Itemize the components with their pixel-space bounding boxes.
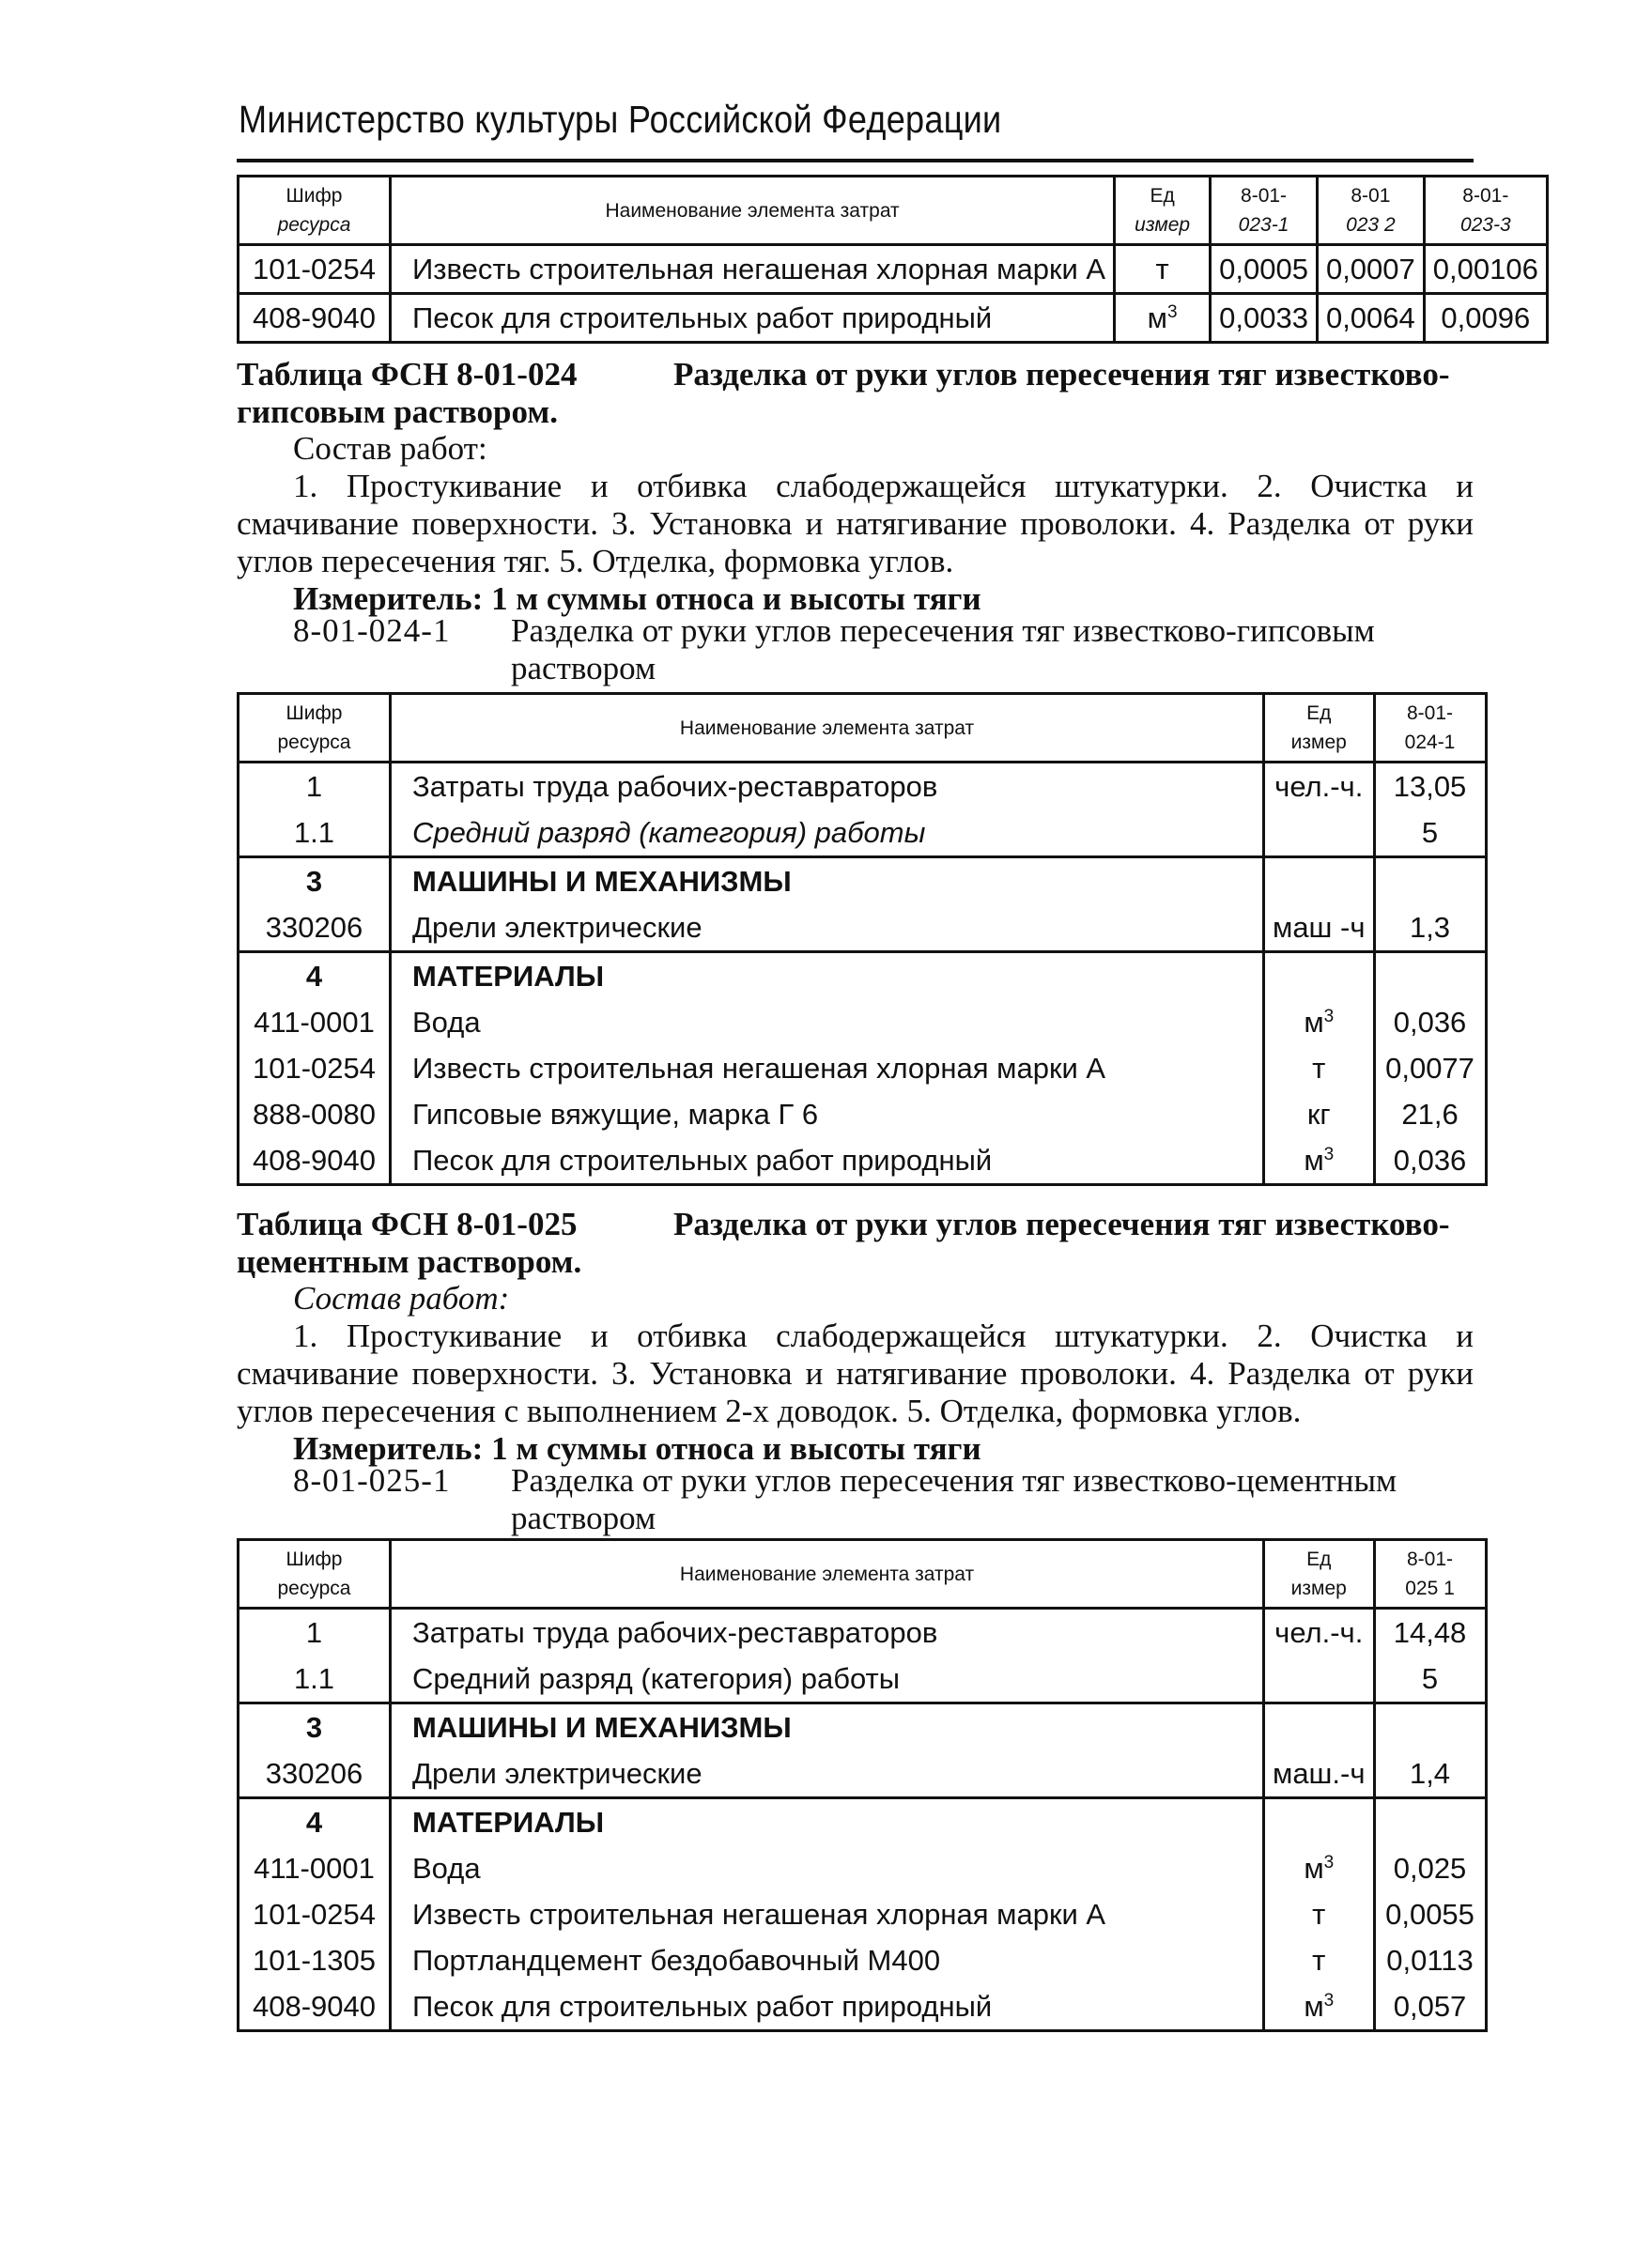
table-row (239, 1703, 1487, 1751)
page-header: Министерство культуры Российской Федерации (239, 98, 1002, 141)
table-row (239, 1798, 1487, 1846)
row-code: 4 (239, 1798, 391, 1846)
norm-description: Разделка от руки углов пересечения тяг известково-цементным раствором (511, 1462, 1397, 1536)
table-row (239, 1045, 1487, 1091)
row-code: 408-9040 (239, 1137, 391, 1185)
col-header-code: Шифр ресурса (239, 177, 391, 245)
col-header-code: Шифр ресурса (239, 1540, 391, 1609)
col-header-unit: Ед измер (1264, 1540, 1375, 1609)
row-unit: т (1264, 1891, 1375, 1937)
row-name: Известь строительная негашеная хлорная марки А (391, 1891, 1264, 1937)
resource-table-025 (237, 1538, 1488, 2032)
row-value: 5 (1374, 809, 1486, 857)
row-name: Дрели электрические (391, 1750, 1264, 1798)
row-section-name: МАТЕРИАЛЫ (391, 952, 1264, 1000)
row-code: 101-0254 (239, 1891, 391, 1937)
row-value: 5 (1374, 1656, 1486, 1703)
table-row (239, 1937, 1487, 1983)
row-value: 0,036 (1374, 999, 1486, 1045)
header-rule (237, 159, 1474, 162)
row-unit: $м^3$ (1264, 1137, 1375, 1185)
row-name: Гипсовые вяжущие, марка Г 6 (391, 1091, 1264, 1137)
table-title-025: Таблица ФСН 8-01-025 Разделка от руки углов пересечения тяг известково- цементным раствором. (237, 1206, 1450, 1280)
resource-table-024 (237, 692, 1488, 1186)
row-unit (1264, 809, 1375, 857)
norm-code-line (293, 1462, 1474, 1536)
work-composition-text: 1. Простукивание и отбивка слабодержащейся штукатурки. 2. Очистка и смачивание поверхности. 3. Установка и натягивание проволоки. 4. Разделка от руки углов пересечения тяг. 5. Отделка, формовка углов. (237, 468, 1474, 579)
row-name: Затраты труда рабочих-реставраторов (391, 1609, 1264, 1657)
row-unit: $м^3$ (1264, 1845, 1375, 1891)
row-unit: маш.-ч (1264, 1750, 1375, 1798)
row-unit: $м^3$ (1264, 1983, 1375, 2031)
row-code: 330206 (239, 904, 391, 952)
table-row (239, 904, 1487, 952)
row-value: 0,0113 (1374, 1937, 1486, 1983)
row-value: 0,0055 (1374, 1891, 1486, 1937)
resource-table-023 (237, 175, 1549, 344)
row-code: 3 (239, 857, 391, 905)
table-header-row (239, 177, 1548, 245)
norm-code: 8-01-025-1 (293, 1462, 451, 1499)
row-unit: $м^3$ (1264, 999, 1375, 1045)
row-value: 21,6 (1374, 1091, 1486, 1137)
row-name: Песок для строительных работ природный (391, 294, 1115, 343)
table-header-row (239, 694, 1487, 763)
row-value: 0,036 (1374, 1137, 1486, 1185)
table-row (239, 809, 1487, 857)
row-unit: чел.-ч. (1264, 763, 1375, 810)
row-section-name: МАШИНЫ И МЕХАНИЗМЫ (391, 1703, 1264, 1751)
row-unit: $м^3$ (1115, 294, 1211, 343)
col-header-unit: Ед измер (1264, 694, 1375, 763)
row-value (1374, 1798, 1486, 1846)
row-code: 411-0001 (239, 1845, 391, 1891)
row-value: 0,0007 (1317, 245, 1424, 294)
row-name: Песок для строительных работ природный (391, 1137, 1264, 1185)
col-header-code: Шифр ресурса (239, 694, 391, 763)
work-composition-label: Состав работ: (293, 1280, 510, 1317)
row-value (1374, 857, 1486, 905)
row-unit (1264, 1656, 1375, 1703)
row-name: Известь строительная негашеная хлорная марки А (391, 1045, 1264, 1091)
row-unit (1264, 1703, 1375, 1751)
row-name: Вода (391, 1845, 1264, 1891)
row-unit: маш -ч (1264, 904, 1375, 952)
col-header-023-3: 8-01- 023-3 (1424, 177, 1547, 245)
row-code: 4 (239, 952, 391, 1000)
table-row (239, 1137, 1487, 1185)
row-name: Портландцемент бездобавочный М400 (391, 1937, 1264, 1983)
table-row (239, 1609, 1487, 1657)
row-code: 408-9040 (239, 1983, 391, 2031)
col-header-024-1: 8-01- 024-1 (1374, 694, 1486, 763)
row-name: Дрели электрические (391, 904, 1264, 952)
row-value (1374, 1703, 1486, 1751)
row-unit (1264, 857, 1375, 905)
row-name: Затраты труда рабочих-реставраторов (391, 763, 1264, 810)
row-code: 411-0001 (239, 999, 391, 1045)
col-header-name: Наименование элемента затрат (391, 177, 1115, 245)
table-row (239, 952, 1487, 1000)
col-header-025-1: 8-01- 025 1 (1374, 1540, 1486, 1609)
table-row (239, 1845, 1487, 1891)
row-name: Песок для строительных работ природный (391, 1983, 1264, 2031)
table-row (239, 245, 1548, 294)
col-header-name: Наименование элемента затрат (391, 1540, 1264, 1609)
col-header-023-1: 8-01- 023-1 (1211, 177, 1318, 245)
table-row (239, 1750, 1487, 1798)
row-code: 1.1 (239, 809, 391, 857)
row-section-name: МАШИНЫ И МЕХАНИЗМЫ (391, 857, 1264, 905)
table-row (239, 1983, 1487, 2031)
col-header-023-2: 8-01 023 2 (1317, 177, 1424, 245)
row-section-name: МАТЕРИАЛЫ (391, 1798, 1264, 1846)
norm-code-line (293, 612, 1474, 686)
row-name: Средний разряд (категория) работы (391, 1656, 1264, 1703)
row-unit: т (1115, 245, 1211, 294)
measure-line: Измеритель: 1 м суммы относа и высоты тяги (293, 1430, 981, 1467)
work-composition-text: 1. Простукивание и отбивка слабодержащейся штукатурки. 2. Очистка и смачивание поверхности. 3. Установка и натягивание проволоки. 4. Разделка от руки углов пересечения с выполнением 2-х доводок. 5. Отделка, формовка углов. (237, 1318, 1474, 1429)
row-code: 1 (239, 1609, 391, 1657)
row-name: Вода (391, 999, 1264, 1045)
row-value: 0,0077 (1374, 1045, 1486, 1091)
row-code: 101-0254 (239, 1045, 391, 1091)
col-header-name: Наименование элемента затрат (391, 694, 1264, 763)
table-row (239, 857, 1487, 905)
table-title-024: Таблица ФСН 8-01-024 Разделка от руки углов пересечения тяг известково- гипсовым раствором. (237, 356, 1450, 430)
row-code: 1.1 (239, 1656, 391, 1703)
row-code: 101-1305 (239, 1937, 391, 1983)
table-row (239, 1891, 1487, 1937)
row-code: 888-0080 (239, 1091, 391, 1137)
table-row (239, 999, 1487, 1045)
row-value: 0,00106 (1424, 245, 1547, 294)
norm-code: 8-01-024-1 (293, 612, 451, 649)
row-name: Известь строительная негашеная хлорная марки А (391, 245, 1115, 294)
row-unit: чел.-ч. (1264, 1609, 1375, 1657)
measure-line: Измеритель: 1 м суммы относа и высоты тяги (293, 580, 981, 617)
row-value: 1,3 (1374, 904, 1486, 952)
row-value: 13,05 (1374, 763, 1486, 810)
row-value: 0,025 (1374, 1845, 1486, 1891)
row-code: 101-0254 (239, 245, 391, 294)
work-composition-label: Состав работ: (293, 430, 487, 467)
row-value: 14,48 (1374, 1609, 1486, 1657)
row-value: 1,4 (1374, 1750, 1486, 1798)
row-unit (1264, 952, 1375, 1000)
col-header-unit: Ед измер (1115, 177, 1211, 245)
table-row (239, 1091, 1487, 1137)
norm-description: Разделка от руки углов пересечения тяг известково-гипсовым раствором (511, 612, 1375, 686)
row-name: Средний разряд (категория) работы (391, 809, 1264, 857)
row-code: 330206 (239, 1750, 391, 1798)
row-value: 0,0033 (1211, 294, 1318, 343)
row-unit: т (1264, 1045, 1375, 1091)
row-code: 408-9040 (239, 294, 391, 343)
table-row (239, 763, 1487, 810)
table-header-row (239, 1540, 1487, 1609)
table-row (239, 294, 1548, 343)
row-code: 1 (239, 763, 391, 810)
row-unit: кг (1264, 1091, 1375, 1137)
row-code: 3 (239, 1703, 391, 1751)
row-value: 0,0064 (1317, 294, 1424, 343)
row-unit: т (1264, 1937, 1375, 1983)
table-row (239, 1656, 1487, 1703)
row-value: 0,057 (1374, 1983, 1486, 2031)
row-value: 0,0096 (1424, 294, 1547, 343)
row-value: 0,0005 (1211, 245, 1318, 294)
row-value (1374, 952, 1486, 1000)
row-unit (1264, 1798, 1375, 1846)
